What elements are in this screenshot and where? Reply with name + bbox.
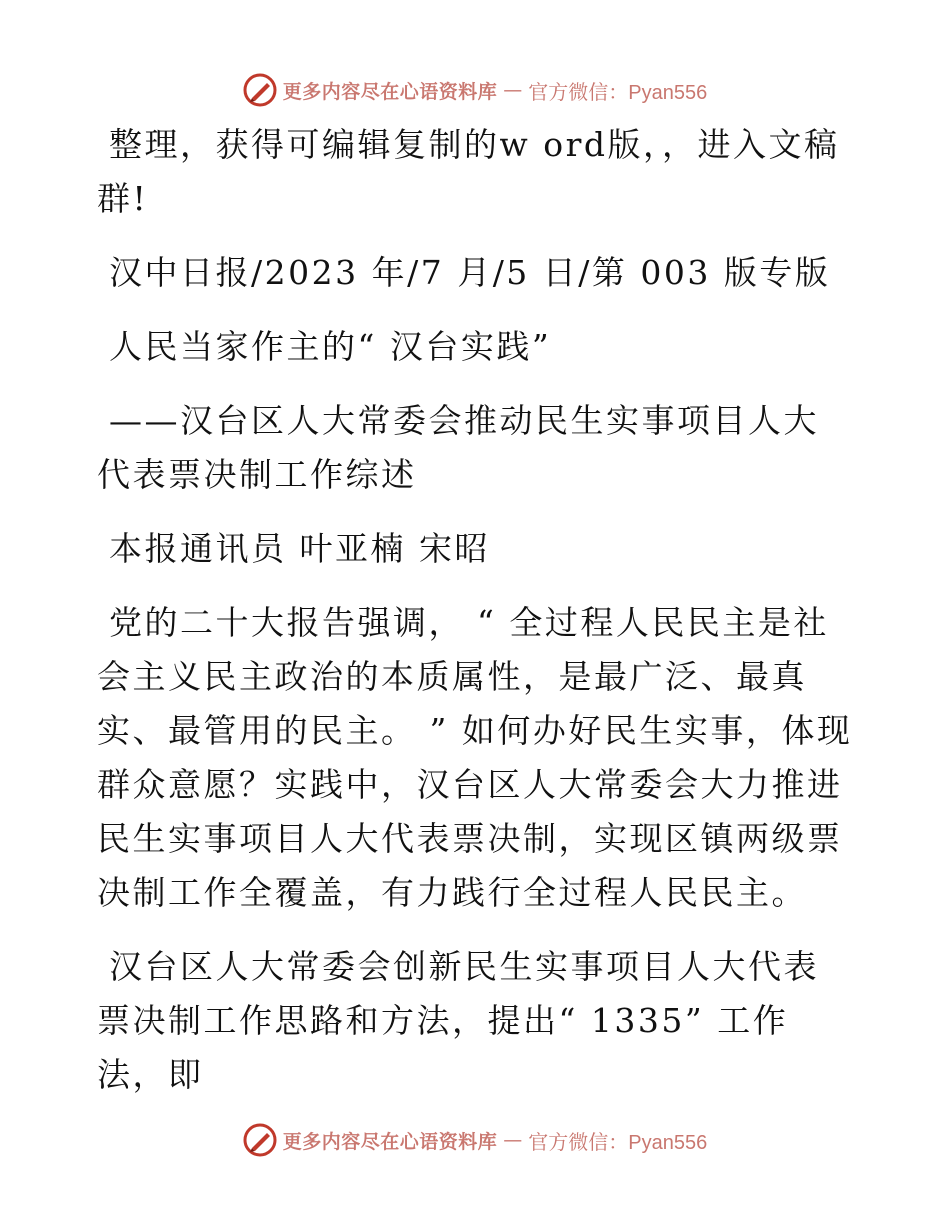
- header-banner: [0, 70, 950, 110]
- banner-separator: —: [503, 79, 523, 101]
- footer-banner: [0, 1120, 950, 1160]
- pen-logo-icon: [243, 1123, 277, 1157]
- article-title: 人民当家作主的“ 汉台实践”: [109, 327, 552, 366]
- byline: 本报通讯员 叶亚楠 宋昭: [109, 529, 490, 568]
- body-paragraph-2: 汉台区人大常委会创新民生实事项目人大代表票决制工作思路和方法，提出“ 1335” 工作法，即: [97, 947, 819, 1094]
- document-body: [97, 118, 853, 1122]
- banner-contact: 官方微信：Pyan556: [528, 81, 708, 104]
- article-subtitle: ——汉台区人大常委会推动民生实事项目人大代表票决制工作综述: [97, 401, 819, 494]
- banner-separator: —: [503, 1129, 523, 1151]
- body-paragraph-1: 党的二十大报告强调， “ 全过程人民民主是社会主义民主政治的本质属性，是最广泛、最真实、最管用的民主。 ” 如何办好民生实事，体现群众意愿？实践中，汉台区人大常委会大力推进民生实事项目人大代表票决制，实现区镇两级票决制工作全覆盖，有力践行全过程人民民主。: [97, 603, 853, 912]
- source-line: 汉中日报/2023 年/7 月/5 日/第 003 版专版: [109, 253, 831, 292]
- intro-paragraph: 整理，获得可编辑复制的w ord版，，进入文稿群!: [97, 125, 840, 218]
- pen-logo-icon: [243, 73, 277, 107]
- banner-text: 更多内容尽在心语资料库: [282, 1130, 498, 1153]
- banner-text: 更多内容尽在心语资料库: [282, 80, 498, 103]
- banner-contact: 官方微信：Pyan556: [528, 1131, 708, 1154]
